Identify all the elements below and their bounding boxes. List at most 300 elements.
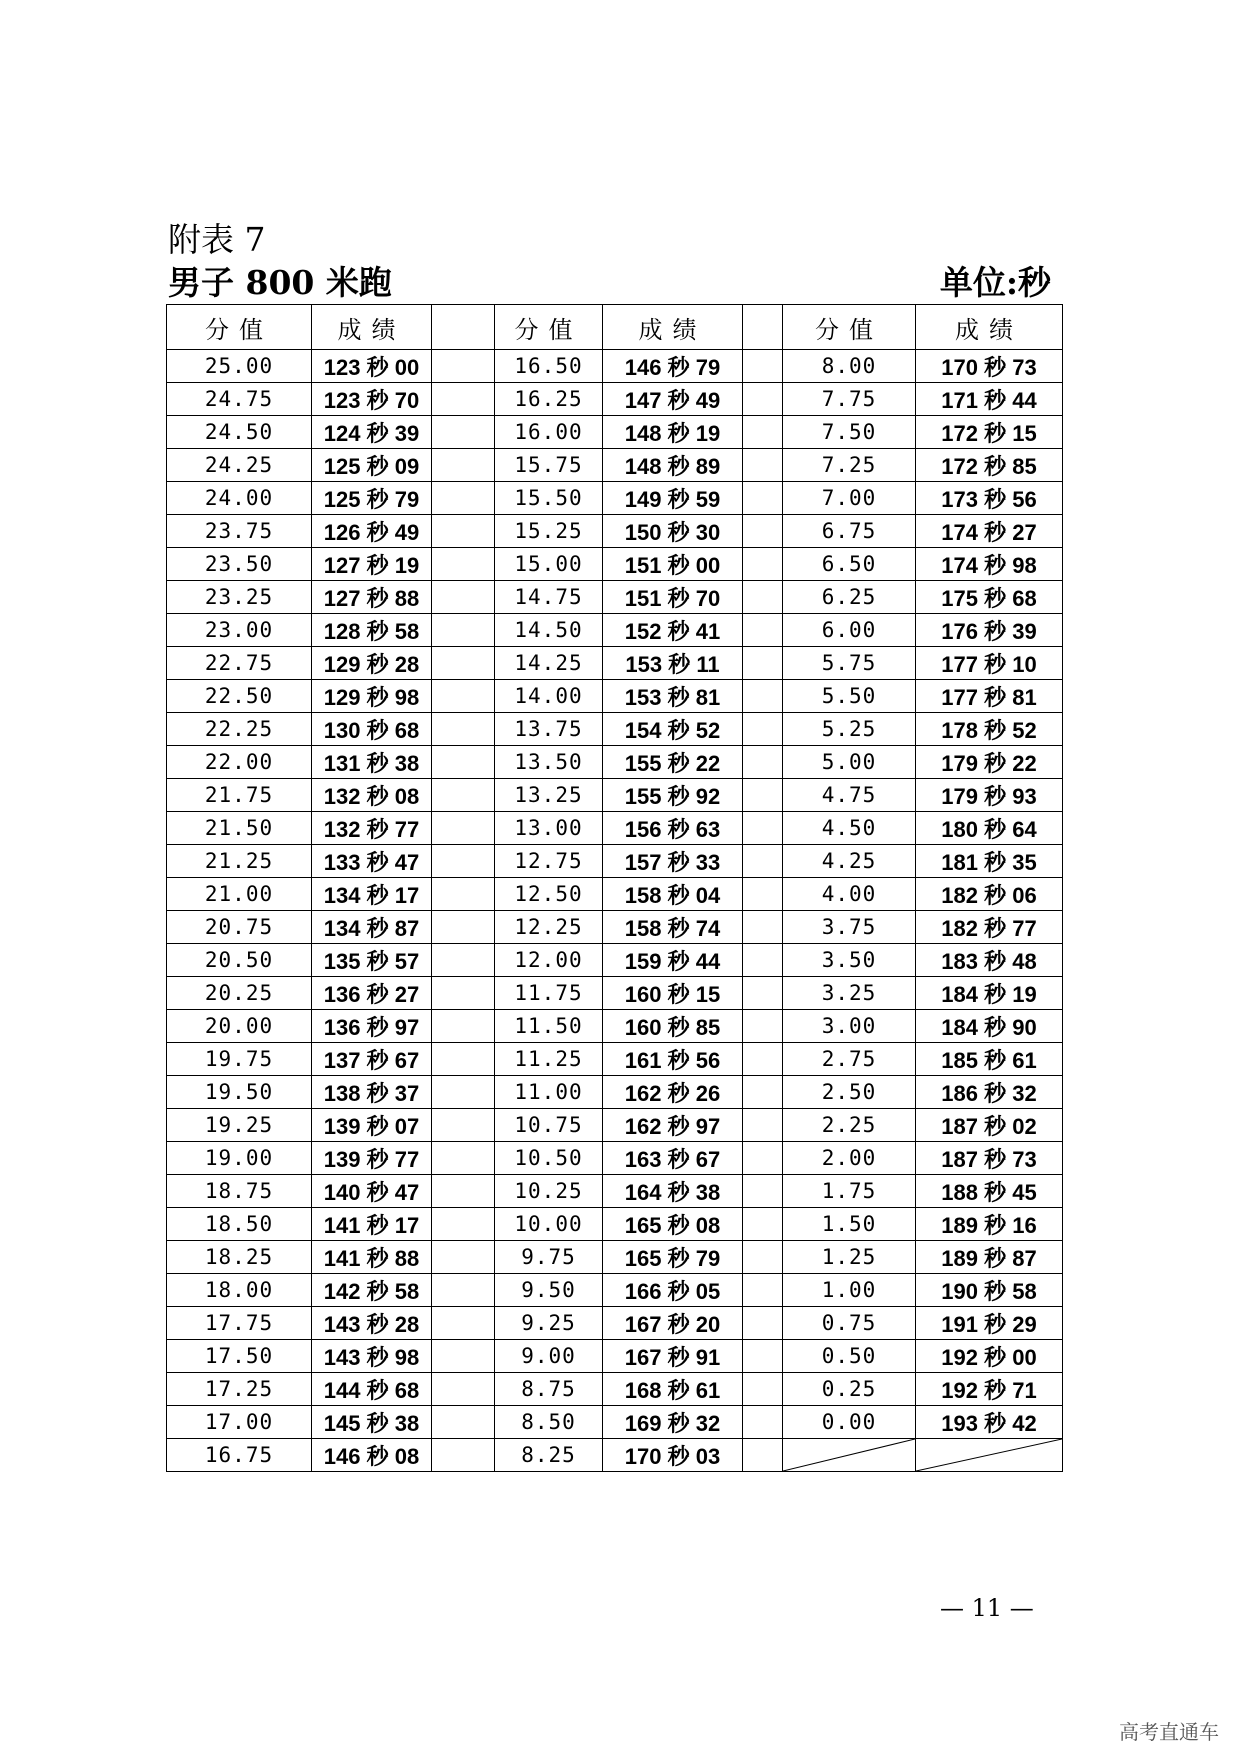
result-cell: 182 秒 77 [916,911,1063,944]
column-gap [432,845,495,878]
column-gap [743,383,783,416]
result-cell: 143 秒 98 [312,1340,432,1373]
result-cell: 162 秒 97 [603,1109,743,1142]
score-cell: 2.25 [783,1109,916,1142]
column-gap [743,581,783,614]
result-cell: 171 秒 44 [916,383,1063,416]
score-cell: 20.00 [167,1010,312,1043]
score-cell: 19.50 [167,1076,312,1109]
score-cell: 17.50 [167,1340,312,1373]
result-cell: 138 秒 37 [312,1076,432,1109]
table-header [167,305,1063,350]
column-gap [743,977,783,1010]
score-cell: 4.25 [783,845,916,878]
column-gap [432,1406,495,1439]
result-cell: 162 秒 26 [603,1076,743,1109]
score-cell: 17.25 [167,1373,312,1406]
result-cell: 131 秒 38 [312,746,432,779]
result-cell: 150 秒 30 [603,515,743,548]
result-cell: 163 秒 67 [603,1142,743,1175]
header-score: 分值 [783,305,916,350]
score-cell: 22.75 [167,647,312,680]
score-cell: 24.50 [167,416,312,449]
table-row [167,350,1063,383]
column-gap [432,911,495,944]
score-cell: 2.50 [783,1076,916,1109]
score-cell: 1.50 [783,1208,916,1241]
score-cell: 19.25 [167,1109,312,1142]
result-cell: 179 秒 93 [916,779,1063,812]
score-cell: 7.75 [783,383,916,416]
result-cell: 157 秒 33 [603,845,743,878]
column-gap [432,680,495,713]
column-gap [432,581,495,614]
header-score: 分值 [167,305,312,350]
table-row [167,647,1063,680]
score-cell: 14.75 [495,581,603,614]
table-row [167,1307,1063,1340]
result-cell: 139 秒 77 [312,1142,432,1175]
result-cell: 134 秒 87 [312,911,432,944]
result-cell: 141 秒 17 [312,1208,432,1241]
score-cell: 18.25 [167,1241,312,1274]
score-cell: 6.00 [783,614,916,647]
empty-slash-cell [916,1439,1063,1472]
score-cell: 12.00 [495,944,603,977]
score-cell: 21.00 [167,878,312,911]
result-cell: 179 秒 22 [916,746,1063,779]
result-cell: 165 秒 08 [603,1208,743,1241]
column-gap [432,1175,495,1208]
page-number: — 11 — [940,1594,1034,1622]
column-gap [743,680,783,713]
result-cell: 154 秒 52 [603,713,743,746]
diagonal-slash [783,1439,915,1471]
score-cell: 22.50 [167,680,312,713]
result-cell: 174 秒 27 [916,515,1063,548]
column-gap [432,977,495,1010]
table-row [167,944,1063,977]
column-gap [432,1241,495,1274]
score-cell: 23.00 [167,614,312,647]
column-gap [432,647,495,680]
result-cell: 143 秒 28 [312,1307,432,1340]
score-cell: 23.25 [167,581,312,614]
table-row [167,1142,1063,1175]
column-gap [743,482,783,515]
result-cell: 125 秒 09 [312,449,432,482]
column-gap [743,515,783,548]
column-gap [743,1307,783,1340]
score-cell: 11.75 [495,977,603,1010]
result-cell: 158 秒 74 [603,911,743,944]
column-gap [432,1043,495,1076]
result-cell: 135 秒 57 [312,944,432,977]
score-cell: 24.25 [167,449,312,482]
result-cell: 183 秒 48 [916,944,1063,977]
result-cell: 175 秒 68 [916,581,1063,614]
score-cell: 15.00 [495,548,603,581]
column-gap [743,746,783,779]
score-cell: 16.75 [167,1439,312,1472]
column-gap [432,350,495,383]
score-cell: 19.00 [167,1142,312,1175]
score-cell: 23.50 [167,548,312,581]
result-cell: 193 秒 42 [916,1406,1063,1439]
column-gap [432,944,495,977]
score-cell: 7.50 [783,416,916,449]
score-cell: 18.50 [167,1208,312,1241]
score-cell: 20.25 [167,977,312,1010]
table-row [167,911,1063,944]
result-cell: 161 秒 56 [603,1043,743,1076]
result-cell: 167 秒 20 [603,1307,743,1340]
result-cell: 176 秒 39 [916,614,1063,647]
table-row [167,482,1063,515]
score-cell: 11.00 [495,1076,603,1109]
result-cell: 166 秒 05 [603,1274,743,1307]
score-cell: 1.25 [783,1241,916,1274]
result-cell: 169 秒 32 [603,1406,743,1439]
result-cell: 160 秒 15 [603,977,743,1010]
score-cell: 13.75 [495,713,603,746]
result-cell: 181 秒 35 [916,845,1063,878]
result-cell: 170 秒 03 [603,1439,743,1472]
score-cell: 20.75 [167,911,312,944]
score-cell: 12.75 [495,845,603,878]
result-cell: 155 秒 22 [603,746,743,779]
score-cell: 11.50 [495,1010,603,1043]
score-cell: 16.25 [495,383,603,416]
score-cell: 5.25 [783,713,916,746]
result-cell: 186 秒 32 [916,1076,1063,1109]
score-cell: 15.75 [495,449,603,482]
score-cell: 17.00 [167,1406,312,1439]
table-row [167,713,1063,746]
result-cell: 182 秒 06 [916,878,1063,911]
score-cell: 21.25 [167,845,312,878]
result-cell: 156 秒 63 [603,812,743,845]
result-cell: 185 秒 61 [916,1043,1063,1076]
column-gap [743,449,783,482]
score-cell: 18.00 [167,1274,312,1307]
column-gap [432,1439,495,1472]
table-row [167,1406,1063,1439]
column-gap [743,647,783,680]
score-cell: 1.75 [783,1175,916,1208]
result-cell: 189 秒 87 [916,1241,1063,1274]
result-cell: 145 秒 38 [312,1406,432,1439]
score-cell: 10.00 [495,1208,603,1241]
score-cell: 6.75 [783,515,916,548]
result-cell: 192 秒 00 [916,1340,1063,1373]
column-gap [743,1406,783,1439]
result-cell: 168 秒 61 [603,1373,743,1406]
table-title: 男子 800 米跑 [168,263,392,302]
result-cell: 132 秒 77 [312,812,432,845]
table-row [167,1274,1063,1307]
result-cell: 178 秒 52 [916,713,1063,746]
column-gap [743,1340,783,1373]
watermark: 高考直通车 [1119,1720,1219,1744]
result-cell: 123 秒 70 [312,383,432,416]
result-cell: 144 秒 68 [312,1373,432,1406]
result-cell: 137 秒 67 [312,1043,432,1076]
score-cell: 14.50 [495,614,603,647]
header-score: 分值 [495,305,603,350]
result-cell: 172 秒 85 [916,449,1063,482]
score-cell: 3.75 [783,911,916,944]
column-gap [743,614,783,647]
table-row [167,1175,1063,1208]
result-cell: 124 秒 39 [312,416,432,449]
result-cell: 187 秒 73 [916,1142,1063,1175]
table-row [167,977,1063,1010]
table-row [167,1439,1063,1472]
result-cell: 184 秒 19 [916,977,1063,1010]
result-cell: 155 秒 92 [603,779,743,812]
score-cell: 24.75 [167,383,312,416]
scoring-table [166,304,1063,1472]
column-gap [432,614,495,647]
result-cell: 123 秒 00 [312,350,432,383]
column-gap [432,812,495,845]
column-gap [743,845,783,878]
score-cell: 8.25 [495,1439,603,1472]
column-gap [743,305,783,350]
result-cell: 170 秒 73 [916,350,1063,383]
score-cell: 19.75 [167,1043,312,1076]
result-cell: 192 秒 71 [916,1373,1063,1406]
result-cell: 126 秒 49 [312,515,432,548]
unit-label: 单位:秒 [939,263,1051,302]
column-gap [432,1076,495,1109]
score-cell: 6.50 [783,548,916,581]
table-row [167,1109,1063,1142]
result-cell: 141 秒 88 [312,1241,432,1274]
table-row [167,878,1063,911]
score-cell: 8.75 [495,1373,603,1406]
score-cell: 12.25 [495,911,603,944]
header-result: 成绩 [312,305,432,350]
table-row [167,1010,1063,1043]
column-gap [743,944,783,977]
column-gap [743,548,783,581]
column-gap [432,305,495,350]
result-cell: 188 秒 45 [916,1175,1063,1208]
table-body [167,350,1063,1472]
result-cell: 173 秒 56 [916,482,1063,515]
result-cell: 151 秒 70 [603,581,743,614]
table-row [167,449,1063,482]
result-cell: 132 秒 08 [312,779,432,812]
score-cell: 4.75 [783,779,916,812]
score-cell: 13.00 [495,812,603,845]
result-cell: 172 秒 15 [916,416,1063,449]
table-row [167,416,1063,449]
table-row [167,548,1063,581]
column-gap [743,911,783,944]
result-cell: 164 秒 38 [603,1175,743,1208]
result-cell: 148 秒 89 [603,449,743,482]
score-cell: 6.25 [783,581,916,614]
score-cell: 15.50 [495,482,603,515]
column-gap [432,1010,495,1043]
table-row [167,779,1063,812]
result-cell: 190 秒 58 [916,1274,1063,1307]
column-gap [432,548,495,581]
result-cell: 177 秒 10 [916,647,1063,680]
result-cell: 165 秒 79 [603,1241,743,1274]
result-cell: 167 秒 91 [603,1340,743,1373]
score-cell: 11.25 [495,1043,603,1076]
score-cell: 10.50 [495,1142,603,1175]
result-cell: 136 秒 97 [312,1010,432,1043]
score-cell: 3.00 [783,1010,916,1043]
table-row [167,1208,1063,1241]
column-gap [743,779,783,812]
column-gap [432,1373,495,1406]
table-row [167,1340,1063,1373]
table-row [167,845,1063,878]
score-cell: 5.50 [783,680,916,713]
result-cell: 180 秒 64 [916,812,1063,845]
column-gap [743,878,783,911]
column-gap [743,1010,783,1043]
table-row [167,581,1063,614]
result-cell: 129 秒 98 [312,680,432,713]
column-gap [432,746,495,779]
result-cell: 125 秒 79 [312,482,432,515]
appendix-label: 附表 7 [168,220,266,259]
column-gap [432,1340,495,1373]
table-row [167,1043,1063,1076]
score-cell: 21.75 [167,779,312,812]
column-gap [743,1274,783,1307]
column-gap [743,1109,783,1142]
score-cell: 15.25 [495,515,603,548]
score-cell: 25.00 [167,350,312,383]
column-gap [432,779,495,812]
result-cell: 177 秒 81 [916,680,1063,713]
score-cell: 12.50 [495,878,603,911]
score-cell: 8.50 [495,1406,603,1439]
table-row [167,1373,1063,1406]
column-gap [432,416,495,449]
result-cell: 187 秒 02 [916,1109,1063,1142]
score-cell: 5.75 [783,647,916,680]
result-cell: 174 秒 98 [916,548,1063,581]
column-gap [432,1109,495,1142]
score-cell: 14.25 [495,647,603,680]
result-cell: 151 秒 00 [603,548,743,581]
score-cell: 20.50 [167,944,312,977]
score-cell: 23.75 [167,515,312,548]
score-cell: 2.00 [783,1142,916,1175]
score-cell: 17.75 [167,1307,312,1340]
score-cell: 5.00 [783,746,916,779]
column-gap [432,449,495,482]
column-gap [432,383,495,416]
column-gap [743,1208,783,1241]
result-cell: 189 秒 16 [916,1208,1063,1241]
score-cell: 7.00 [783,482,916,515]
score-cell: 10.25 [495,1175,603,1208]
result-cell: 139 秒 07 [312,1109,432,1142]
result-cell: 130 秒 68 [312,713,432,746]
result-cell: 146 秒 08 [312,1439,432,1472]
score-cell: 13.25 [495,779,603,812]
result-cell: 142 秒 58 [312,1274,432,1307]
column-gap [743,1043,783,1076]
empty-slash-cell [783,1439,916,1472]
score-cell: 16.00 [495,416,603,449]
column-gap [743,1076,783,1109]
result-cell: 149 秒 59 [603,482,743,515]
result-cell: 191 秒 29 [916,1307,1063,1340]
result-cell: 152 秒 41 [603,614,743,647]
score-cell: 22.00 [167,746,312,779]
column-gap [743,1175,783,1208]
score-cell: 16.50 [495,350,603,383]
table-row [167,680,1063,713]
result-cell: 140 秒 47 [312,1175,432,1208]
table-row [167,515,1063,548]
result-cell: 147 秒 49 [603,383,743,416]
score-cell: 24.00 [167,482,312,515]
score-cell: 7.25 [783,449,916,482]
column-gap [432,482,495,515]
result-cell: 184 秒 90 [916,1010,1063,1043]
result-cell: 159 秒 44 [603,944,743,977]
result-cell: 146 秒 79 [603,350,743,383]
column-gap [743,713,783,746]
score-cell: 21.50 [167,812,312,845]
column-gap [432,1142,495,1175]
header-result: 成绩 [916,305,1063,350]
score-cell: 3.50 [783,944,916,977]
result-cell: 158 秒 04 [603,878,743,911]
diagonal-slash [916,1439,1062,1471]
result-cell: 134 秒 17 [312,878,432,911]
score-cell: 0.25 [783,1373,916,1406]
result-cell: 153 秒 11 [603,647,743,680]
column-gap [743,350,783,383]
column-gap [743,1373,783,1406]
score-cell: 0.50 [783,1340,916,1373]
header-result: 成绩 [603,305,743,350]
score-cell: 2.75 [783,1043,916,1076]
score-cell: 1.00 [783,1274,916,1307]
score-cell: 9.50 [495,1274,603,1307]
result-cell: 127 秒 19 [312,548,432,581]
score-cell: 9.25 [495,1307,603,1340]
result-cell: 127 秒 88 [312,581,432,614]
score-cell: 14.00 [495,680,603,713]
table-row [167,746,1063,779]
column-gap [432,713,495,746]
table-row [167,383,1063,416]
score-cell: 10.75 [495,1109,603,1142]
table-row [167,1076,1063,1109]
score-cell: 8.00 [783,350,916,383]
column-gap [432,515,495,548]
score-cell: 18.75 [167,1175,312,1208]
result-cell: 160 秒 85 [603,1010,743,1043]
score-cell: 13.50 [495,746,603,779]
table-row [167,614,1063,647]
column-gap [743,1439,783,1472]
